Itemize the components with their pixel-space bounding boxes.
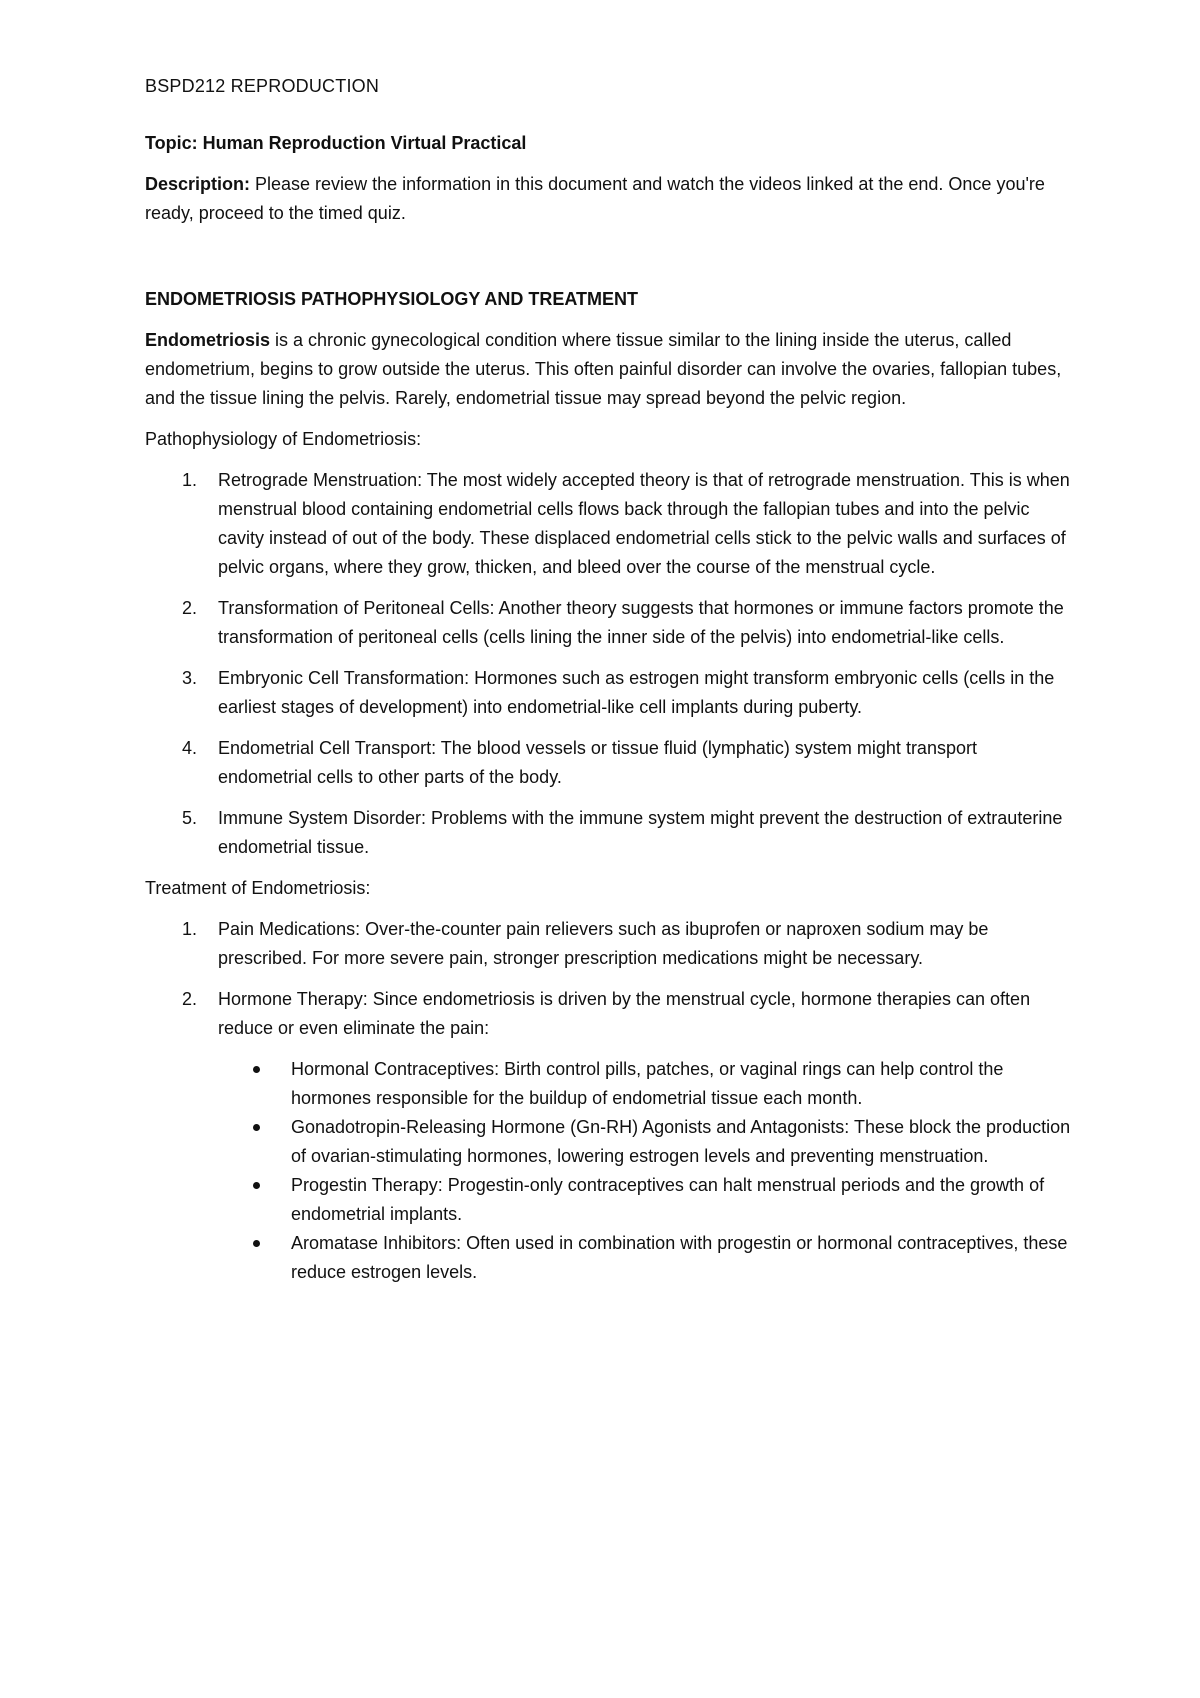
list-number: 4.: [182, 738, 198, 758]
pathophysiology-list: [145, 466, 1075, 862]
list-item: [145, 466, 1075, 582]
bullet-text: Hormonal Contraceptives: Birth control pills, patches, or vaginal rings can help control the hormones responsible for the buildup of endometrial tissue each month.: [291, 1059, 1004, 1108]
treatment-heading: Treatment of Endometriosis:: [145, 878, 371, 898]
description-label: Description:: [145, 174, 251, 194]
bullet-text: Gonadotropin-Releasing Hormone (Gn-RH) Agonists and Antagonists: These block the production of ovarian-stimulating hormones, lowering estrogen levels and preventing menstruation.: [291, 1117, 1071, 1166]
bullet-item: [218, 1171, 1075, 1229]
list-item-text: Endometrial Cell Transport: The blood vessels or tissue fluid (lymphatic) system might transport endometrial cells to other parts of the body.: [218, 738, 977, 787]
list-item: [145, 664, 1075, 722]
bullet-text: Aromatase Inhibitors: Often used in combination with progestin or hormonal contraceptives, these reduce estrogen levels.: [291, 1233, 1068, 1282]
list-item: [145, 985, 1075, 1287]
list-number: 1.: [182, 470, 198, 490]
bullet-icon: [253, 1066, 260, 1073]
list-item-text: Immune System Disorder: Problems with the immune system might prevent the destruction of extrauterine endometrial tissue.: [218, 808, 1063, 857]
topic-line: Topic: Human Reproduction Virtual Practical: [145, 133, 527, 153]
bullet-icon: [253, 1240, 260, 1247]
document-page: [145, 72, 1075, 1287]
list-item-text: Pain Medications: Over-the-counter pain relievers such as ibuprofen or naproxen sodium may be prescribed. For more severe pain, stronger prescription medications might be necessary.: [218, 919, 989, 968]
intro-paragraph: [145, 326, 1075, 413]
list-item-text: Embryonic Cell Transformation: Hormones such as estrogen might transform embryonic cells (cells in the earliest stages of development) into endometrial-like cell implants during puberty.: [218, 668, 1055, 717]
list-number: 1.: [182, 919, 198, 939]
list-item-text: Hormone Therapy: Since endometriosis is driven by the menstrual cycle, hormone therapies can often reduce or even eliminate the pain:: [218, 989, 1031, 1038]
document-header: BSPD212 REPRODUCTION: [145, 76, 380, 96]
bullet-icon: [253, 1182, 260, 1189]
description-paragraph: [145, 170, 1075, 228]
bullet-item: [218, 1113, 1075, 1171]
list-number: 5.: [182, 808, 198, 828]
list-item: [145, 594, 1075, 652]
intro-term: Endometriosis: [145, 330, 271, 350]
section-title: ENDOMETRIOSIS PATHOPHYSIOLOGY AND TREATMENT: [145, 289, 639, 309]
hormone-therapy-bullets: [218, 1055, 1075, 1287]
pathophysiology-heading: Pathophysiology of Endometriosis:: [145, 429, 422, 449]
bullet-text: Progestin Therapy: Progestin-only contraceptives can halt menstrual periods and the growth of endometrial implants.: [291, 1175, 1045, 1224]
list-item: [145, 804, 1075, 862]
list-item-text: Transformation of Peritoneal Cells: Another theory suggests that hormones or immune factors promote the transformation of peritoneal cells (cells lining the inner side of the pelvis) into endometrial-like cells.: [218, 598, 1064, 647]
bullet-icon: [253, 1124, 260, 1131]
bullet-item: [218, 1229, 1075, 1287]
description-text: Please review the information in this document and watch the videos linked at the end. Once you're ready, proceed to the timed quiz.: [145, 174, 1045, 223]
list-number: 2.: [182, 989, 198, 1009]
list-item: [145, 915, 1075, 973]
list-number: 3.: [182, 668, 198, 688]
list-item: [145, 734, 1075, 792]
list-number: 2.: [182, 598, 198, 618]
treatment-list: [145, 915, 1075, 1287]
intro-text: is a chronic gynecological condition where tissue similar to the lining inside the uterus, called endometrium, begins to grow outside the uterus. This often painful disorder can involve the ovaries, fallopian tubes, and the tissue lining the pelvis. Rarely, endometrial tissue may spread beyond the pelvic region.: [145, 330, 1062, 408]
list-item-text: Retrograde Menstruation: The most widely accepted theory is that of retrograde menstruation. This is when menstrual blood containing endometrial cells flows back through the fallopian tubes and into the pelvic cavity instead of out of the body. These displaced endometrial cells stick to the pelvic walls and surfaces of pelvic organs, where they grow, thicken, and bleed over the course of the menstrual cycle.: [218, 470, 1070, 577]
bullet-item: [218, 1055, 1075, 1113]
